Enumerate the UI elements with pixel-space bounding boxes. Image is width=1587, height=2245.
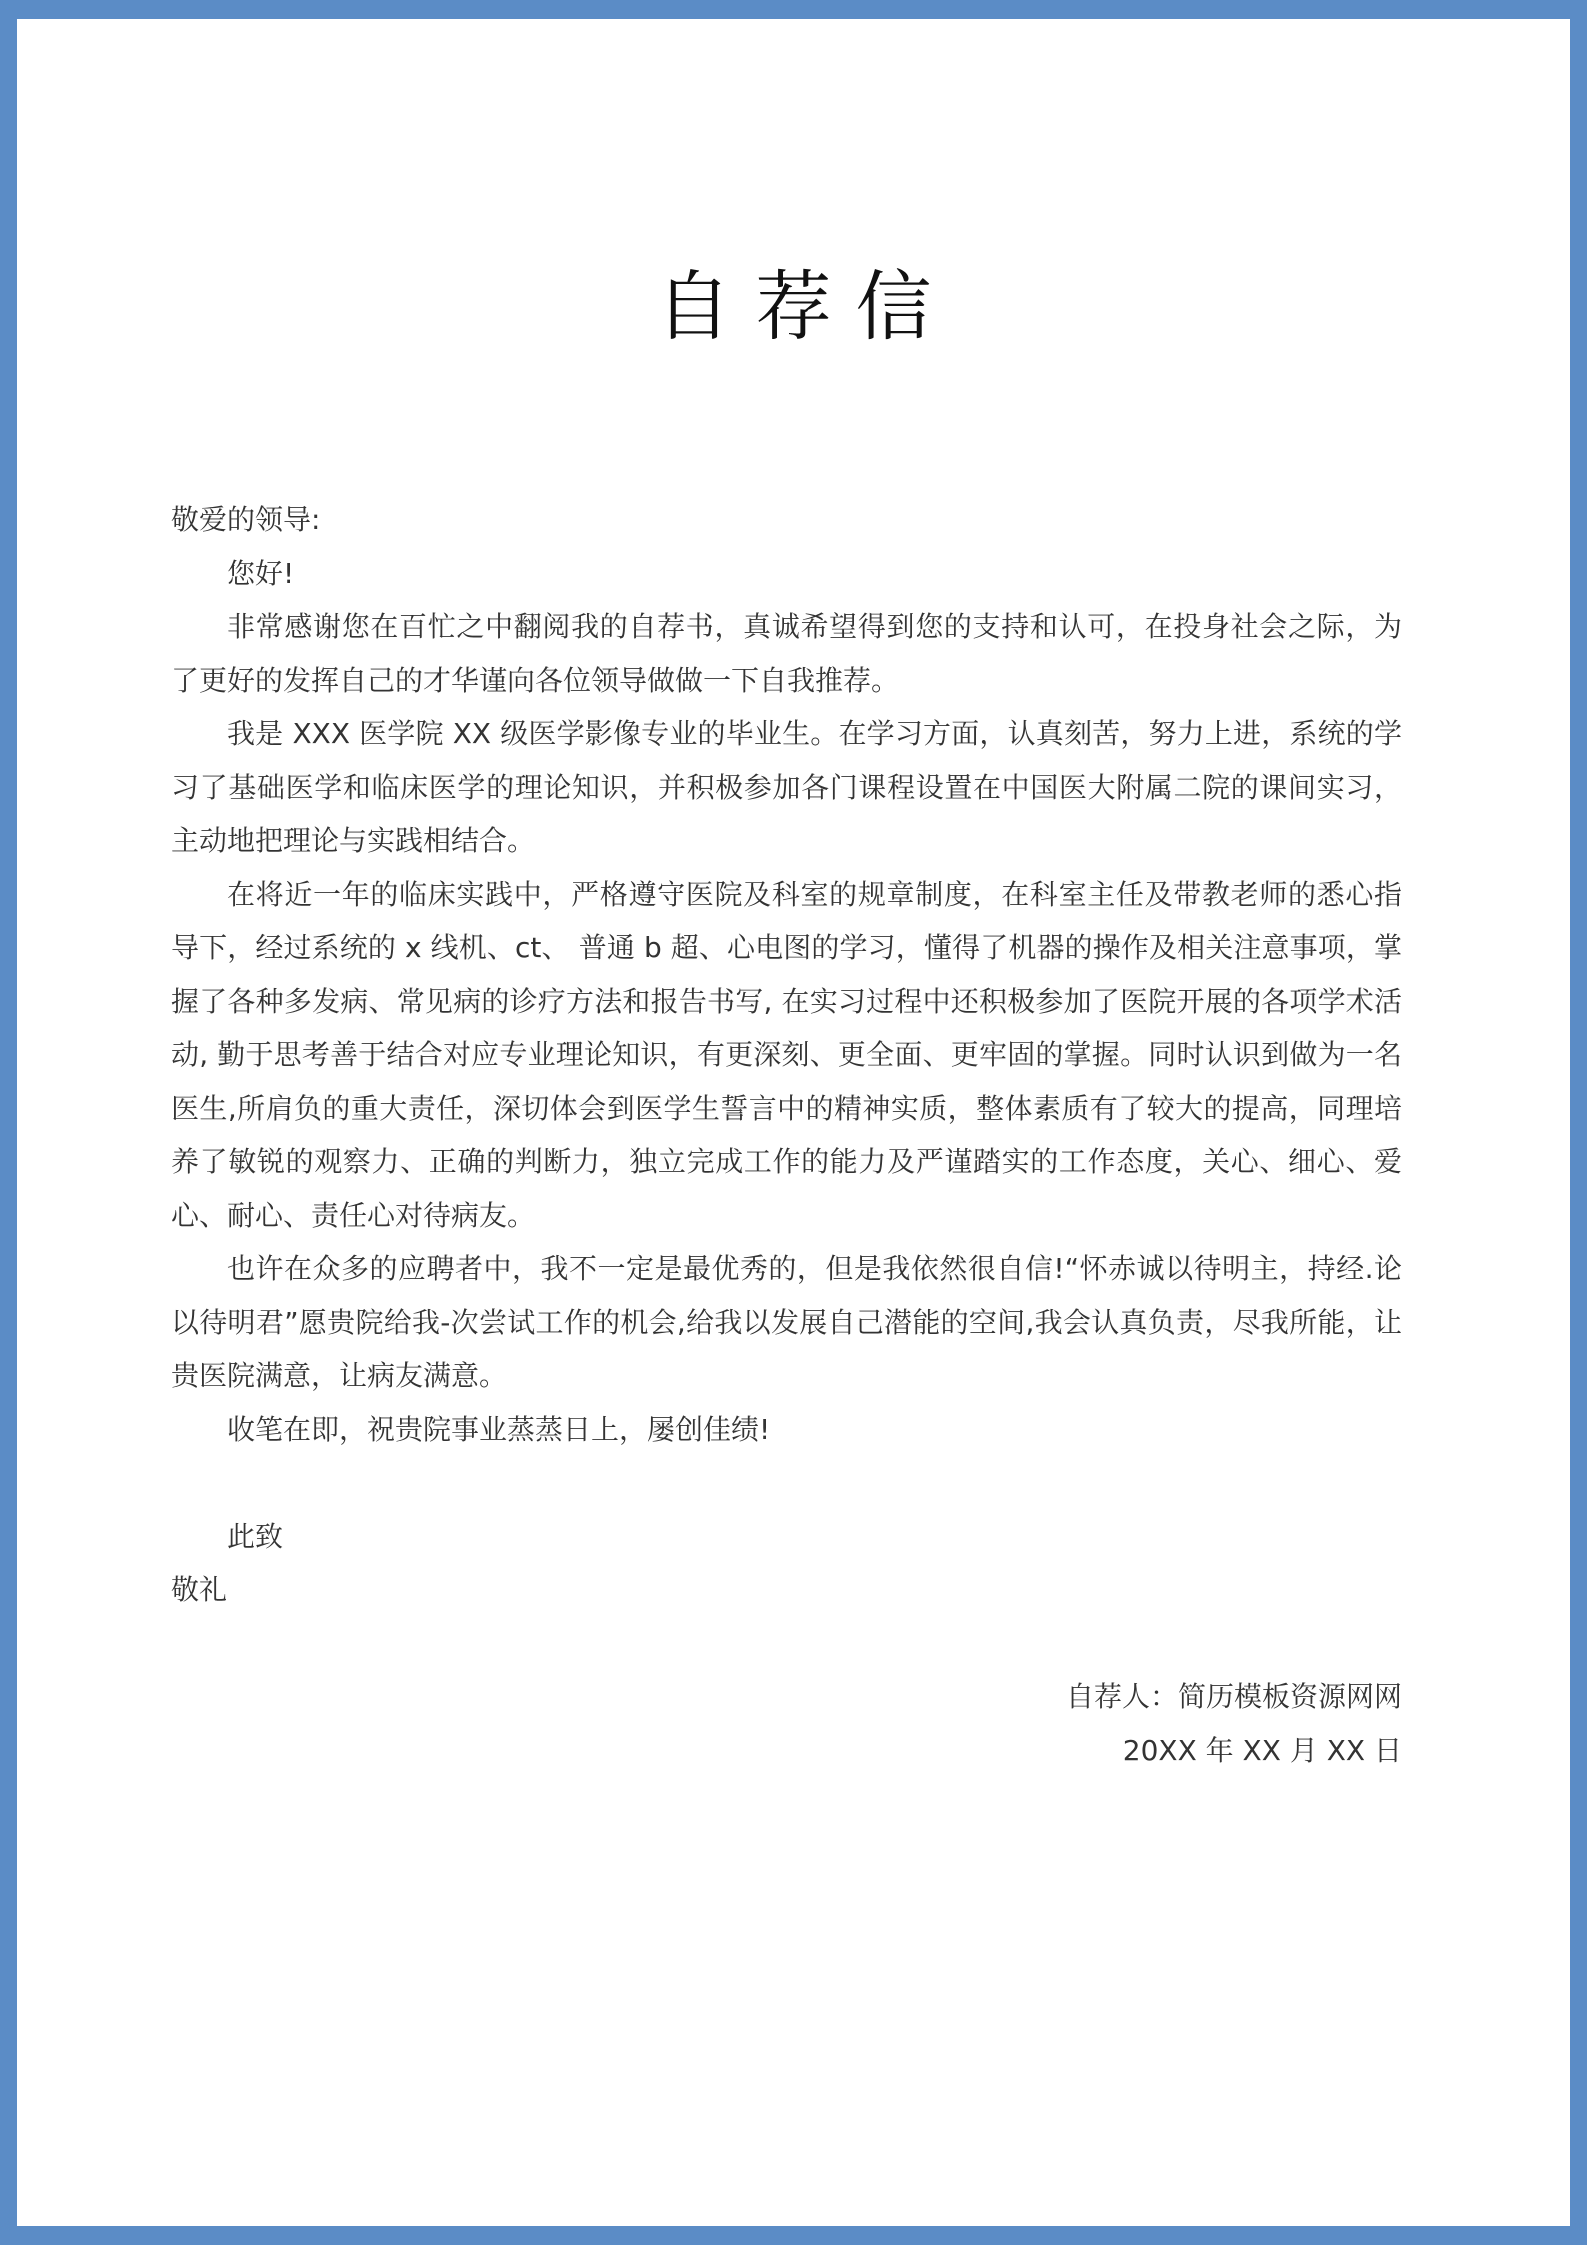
letter-body — [171, 493, 1402, 1777]
paragraph-education: 我是 XXX 医学院 XX 级医学影像专业的毕业生。在学习方面，认真刻苦，努力上进，系统的学习了基础医学和临床医学的理论知识，并积极参加各门课程设置在中国医大附属二院的课间实习，主动地把理论与实践相结合。 — [171, 717, 1402, 857]
letter-title: 自荐信 — [655, 262, 956, 351]
closing: 此致 — [227, 1519, 284, 1553]
regards: 敬礼 — [171, 1573, 228, 1606]
signer: 自荐人：简历模板资源网网 — [1065, 1680, 1402, 1713]
paragraph-thanks: 非常感谢您在百忙之中翻阅我的自荐书，真诚希望得到您的支持和认可，在投身社会之际，为了更好的发挥自己的才华谨向各位领导做做一下自我推荐。 — [171, 610, 1402, 697]
paragraph-clinical-practice: 在将近一年的临床实践中，严格遵守医院及科室的规章制度，在科室主任及带教老师的悉心指导下，经过系统的 x 线机、ct、 普通 b 超、心电图的学习，懂得了机器的操作及相关注意事项，掌握了各种多发病、常见病的诊疗方法和报告书写, 在实习过程中还积极参加了医院开展的各项学术活动, 勤于思考善于结合对应专业理论知识，有更深刻、更全面、更牢固的掌握。同时认识到做为一名医生,所肩负的重大责任，深切体会到医学生誓言中的精神实质，整体素质有了较大的提高，同理培养了敏锐的观察力、正确的判断力，独立完成工作的能力及严谨踏实的工作态度，关心、细心、爱心、耐心、责任心对待病友。 — [171, 877, 1402, 1232]
paragraph-request: 也许在众多的应聘者中，我不一定是最优秀的，但是我依然很自信!“怀赤诚以待明主，持经.论以待明君”愿贵院给我-次尝试工作的机会,给我以发展自己潜能的空间,我会认真负责，尽我所能，让贵医院满意，让病友满意。 — [171, 1252, 1402, 1392]
greeting: 您好! — [227, 556, 295, 590]
blank-line — [171, 1456, 1402, 1510]
blank-line — [171, 1617, 1402, 1671]
paragraph-wishes: 收笔在即，祝贵院事业蒸蒸日上，屡创佳绩! — [227, 1412, 771, 1446]
salutation: 敬爱的领导: — [171, 503, 321, 536]
letter-page — [17, 19, 1570, 2226]
date: 20XX 年 XX 月 XX 日 — [1122, 1733, 1402, 1767]
